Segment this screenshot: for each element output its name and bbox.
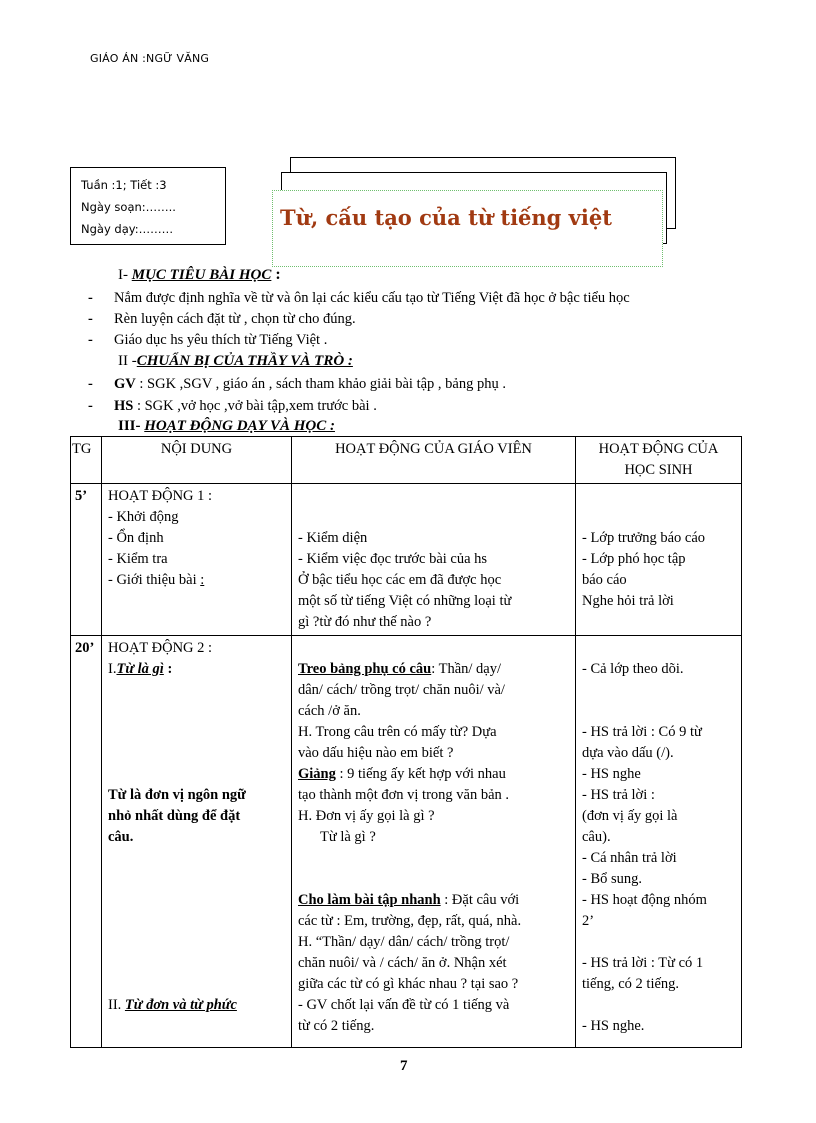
row-content: HOẠT ĐỘNG 2 : I.Từ là gì : Từ là đơn vị ngôn ngữ nhỏ nhất dùng để đặt câu. II. Từ đơn và từ phức bbox=[102, 636, 292, 1048]
row-teacher-activity: Treo bảng phụ có câu: Thần/ dạy/ dân/ cách/ trồng trọt/ chăn nuôi/ và/ cách /ở ăn. H. Trong câu trên có mấy từ? Dựa vào dấu hiệu nào em biết ? Giảng : 9 tiếng ấy kết hợp với nhau tạo thành một đơn vị trong văn bản . H. Đơn vị ấy gọi là gì ? Từ là gì ? Cho làm bài tập nhanh : Đặt câu với các từ : Em, trường, đẹp, rất, quá, nhà. H. “Thần/ dạy/ dân/ cách/ trồng trọt/ chăn nuôi/ và / cách/ ăn ở. Nhận xét giữa các từ có gì khác nhau ? tại sao ? - GV chốt lại vấn đề từ có 1 tiếng và từ có 2 tiếng. bbox=[292, 636, 576, 1048]
section-activities-heading: III- HOẠT ĐỘNG DẠY VÀ HỌC : bbox=[118, 418, 335, 434]
row-student-activity: - Lớp trưởng báo cáo - Lớp phó học tập báo cáo Nghe hỏi trả lời bbox=[576, 484, 742, 636]
page-number: 7 bbox=[400, 1058, 408, 1074]
lesson-activity-table bbox=[70, 436, 742, 1048]
week-lesson: Tuần :1; Tiết :3 bbox=[81, 178, 167, 192]
table-header-row bbox=[71, 437, 742, 484]
row-time: 20’ bbox=[71, 636, 102, 1048]
col-header-teacher: HOẠT ĐỘNG CỦA GIÁO VIÊN bbox=[292, 437, 576, 484]
row-time: 5’ bbox=[71, 484, 102, 636]
section-objectives-heading: I- MỤC TIÊU BÀI HỌC : bbox=[118, 266, 281, 283]
lesson-info-box bbox=[70, 167, 226, 245]
col-header-student: HOẠT ĐỘNG CỦA HỌC SINH bbox=[576, 437, 742, 484]
row-teacher-activity: - Kiểm diện - Kiểm việc đọc trước bài của hs Ở bậc tiểu học các em đã được học một số từ tiếng Việt có những loại từ gì ?từ đó như thế nào ? bbox=[292, 484, 576, 636]
row-student-activity: - Cả lớp theo dõi. - HS trả lời : Có 9 từ dựa vào dấu (/). - HS nghe - HS trả lời : (đơn vị ấy gọi là câu). - Cá nhân trả lời - Bổ sung. - HS hoạt động nhóm 2’ - HS trả lời : Từ có 1 tiếng, có 2 tiếng. - HS nghe. bbox=[576, 636, 742, 1048]
prep-date: Ngày soạn:…….. bbox=[81, 200, 176, 214]
row-content: HOẠT ĐỘNG 1 : - Khởi động - Ổn định - Kiểm tra - Giới thiệu bài : bbox=[102, 484, 292, 636]
lesson-title: Từ, cấu tạo của từ tiếng việt bbox=[280, 205, 612, 230]
table-row bbox=[71, 484, 742, 636]
teach-date: Ngày dạy:……… bbox=[81, 222, 174, 236]
document-header: GIÁO ÁN :NGỮ VĂNG bbox=[90, 52, 210, 65]
section-preparation-heading: II -CHUẨN BỊ CỦA THẦY VÀ TRÒ : bbox=[118, 353, 353, 369]
col-header-time: TG bbox=[71, 437, 102, 484]
table-row bbox=[71, 636, 742, 1048]
col-header-content: NỘI DUNG bbox=[102, 437, 292, 484]
